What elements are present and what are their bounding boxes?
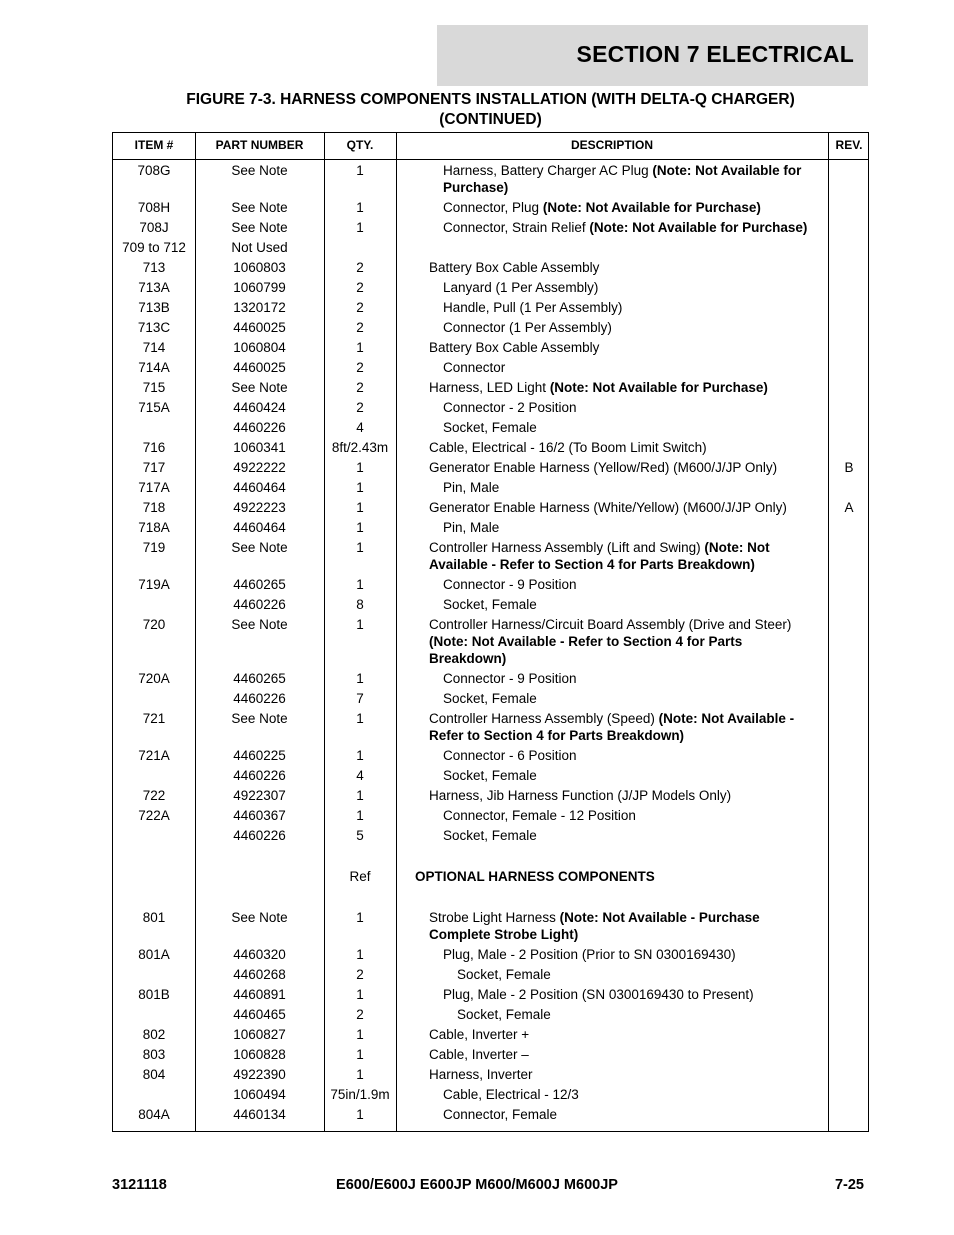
quantity: 1 <box>356 1027 364 1042</box>
description-text: Socket, Female <box>457 967 551 982</box>
table-row <box>113 1106 868 1123</box>
item-number: 713 <box>142 260 166 275</box>
table-row <box>113 359 868 376</box>
table-row <box>113 379 868 396</box>
table-row <box>113 439 868 456</box>
item-number: 721A <box>138 748 170 763</box>
part-number: 4460367 <box>233 808 286 823</box>
doc-number: 3121118 <box>112 1177 167 1193</box>
quantity: 1 <box>356 340 364 355</box>
description <box>429 1066 823 1083</box>
quantity: 2 <box>356 967 364 982</box>
header-qty: QTY. <box>346 138 374 152</box>
table-row <box>113 966 868 983</box>
description <box>429 986 837 1003</box>
part-number: 4460320 <box>233 947 286 962</box>
description-text: Connector - 9 Position <box>443 577 577 592</box>
part-number: 4460265 <box>233 671 286 686</box>
description-text: Socket, Female <box>443 691 537 706</box>
description <box>429 1046 823 1063</box>
description-text: Connector, Plug <box>443 200 543 215</box>
description-note: (Note: Not Available for Purchase) <box>443 163 802 195</box>
parts-table <box>112 132 869 1132</box>
description <box>429 747 837 764</box>
description <box>429 439 823 456</box>
description <box>415 868 809 885</box>
header-part-number: PART NUMBER <box>215 138 304 152</box>
part-number: 4460265 <box>233 577 286 592</box>
revision: A <box>844 500 854 515</box>
part-number: 4460226 <box>233 420 286 435</box>
header-rev: REV. <box>835 138 863 152</box>
table-row <box>113 710 868 744</box>
description-text: Socket, Female <box>443 597 537 612</box>
item-number: 719A <box>138 577 170 592</box>
part-number: 4460134 <box>233 1107 286 1122</box>
part-number: 4922307 <box>233 788 286 803</box>
part-number: 1060494 <box>233 1087 286 1102</box>
part-number: 4460025 <box>233 320 286 335</box>
revision: B <box>844 460 854 475</box>
part-number: 4922390 <box>233 1067 286 1082</box>
table-row <box>113 1066 868 1083</box>
item-number: 714 <box>142 340 166 355</box>
part-number: 1060827 <box>233 1027 286 1042</box>
part-number: 1060828 <box>233 1047 286 1062</box>
table-row <box>113 596 868 613</box>
description-text: Harness, Inverter <box>429 1067 533 1082</box>
description-note: (Note: Not Available - Purchase Complete Strobe Light) <box>429 910 760 942</box>
description-text: Socket, Female <box>443 828 537 843</box>
quantity: 8 <box>356 597 364 612</box>
quantity: Ref <box>349 869 371 884</box>
table-row <box>113 239 868 256</box>
model-list: E600/E600J E600JP M600/M600J M600JP <box>336 1177 618 1193</box>
description-note: (Note: Not Available - Refer to Section 4 for Parts Breakdown) <box>429 540 770 572</box>
item-number: 803 <box>142 1047 166 1062</box>
quantity: 1 <box>356 520 364 535</box>
quantity: 1 <box>356 577 364 592</box>
description-note: (Note: Not Available - Refer to Section 4 for Parts Breakdown) <box>429 711 795 743</box>
description-text: Plug, Male - 2 Position (SN 0300169430 to Present) <box>443 987 754 1002</box>
table-row <box>113 1086 868 1103</box>
description-text: Pin, Male <box>443 480 500 495</box>
table-row <box>113 986 868 1003</box>
description-text: Socket, Female <box>443 420 537 435</box>
figure-title-line-1: FIGURE 7-3. HARNESS COMPONENTS INSTALLATION (WITH DELTA-Q CHARGER) <box>186 91 795 108</box>
part-number: See Note <box>231 711 288 726</box>
table-row <box>113 787 868 804</box>
description-text: Generator Enable Harness (White/Yellow) (M600/J/JP Only) <box>429 500 787 515</box>
description-text: Lanyard (1 Per Assembly) <box>443 280 599 295</box>
part-number: 4460424 <box>233 400 286 415</box>
description-text: Connector - 6 Position <box>443 748 577 763</box>
quantity: 2 <box>356 320 364 335</box>
description <box>429 616 823 667</box>
quantity: 1 <box>356 460 364 475</box>
part-number: 1060341 <box>233 440 286 455</box>
description-text: Cable, Electrical - 12/3 <box>443 1087 579 1102</box>
description-text: Controller Harness Assembly (Speed) <box>429 711 659 726</box>
description <box>429 259 823 276</box>
item-number: 715A <box>138 400 170 415</box>
part-number: 4460268 <box>233 967 286 982</box>
header-item: ITEM # <box>134 138 174 152</box>
table-row <box>113 1026 868 1043</box>
quantity: 4 <box>356 420 364 435</box>
description-text: Strobe Light Harness <box>429 910 560 925</box>
part-number: 4922222 <box>233 460 286 475</box>
description-text: Plug, Male - 2 Position (Prior to SN 0300169430) <box>443 947 736 962</box>
item-number: 802 <box>142 1027 166 1042</box>
description <box>429 499 823 516</box>
part-number: 4460025 <box>233 360 286 375</box>
description-text: Socket, Female <box>443 768 537 783</box>
quantity: 1 <box>356 808 364 823</box>
description-text: Cable, Inverter – <box>429 1047 529 1062</box>
item-number: 708H <box>137 200 171 215</box>
item-number: 714A <box>138 360 170 375</box>
table-row <box>113 479 868 496</box>
quantity: 1 <box>356 480 364 495</box>
item-number: 708J <box>139 220 169 235</box>
description-text: Socket, Female <box>457 1007 551 1022</box>
part-number: 4460226 <box>233 828 286 843</box>
item-number: 720 <box>142 617 166 632</box>
table-row <box>113 747 868 764</box>
quantity: 1 <box>356 220 364 235</box>
description-text: Pin, Male <box>443 520 500 535</box>
quantity: 1 <box>356 200 364 215</box>
description <box>429 827 837 844</box>
description <box>429 787 823 804</box>
description <box>429 319 837 336</box>
description-text: Controller Harness Assembly (Lift and Swing) <box>429 540 705 555</box>
description <box>429 670 837 687</box>
description <box>429 339 823 356</box>
header-description: DESCRIPTION <box>570 138 653 152</box>
table-row <box>113 299 868 316</box>
description <box>429 767 837 784</box>
description <box>429 1006 851 1023</box>
quantity: 8ft/2.43m <box>331 440 389 455</box>
table-row <box>113 946 868 963</box>
description-text: Battery Box Cable Assembly <box>429 260 600 275</box>
description-note: (Note: Not Available for Purchase) <box>589 220 808 235</box>
quantity: 2 <box>356 280 364 295</box>
item-number: 718 <box>142 500 166 515</box>
item-number: 804A <box>138 1107 170 1122</box>
table-row <box>113 539 868 573</box>
quantity: 2 <box>356 380 364 395</box>
table-row <box>113 909 868 943</box>
description <box>429 946 837 963</box>
part-number: 1320172 <box>233 300 286 315</box>
description <box>429 1106 837 1123</box>
table-row <box>113 219 868 236</box>
item-number: 721 <box>142 711 166 726</box>
table-row <box>113 319 868 336</box>
table-header <box>113 133 868 160</box>
item-number: 708G <box>137 163 171 178</box>
table-row <box>113 670 868 687</box>
description-text: Cable, Electrical - 16/2 (To Boom Limit Switch) <box>429 440 707 455</box>
quantity: 1 <box>356 500 364 515</box>
description-text: Connector <box>443 360 506 375</box>
description <box>429 966 851 983</box>
part-number: See Note <box>231 617 288 632</box>
part-number: 4460225 <box>233 748 286 763</box>
item-number: 713C <box>137 320 171 335</box>
description-text: Connector (1 Per Assembly) <box>443 320 612 335</box>
description-text: Connector - 9 Position <box>443 671 577 686</box>
part-number: 4460226 <box>233 768 286 783</box>
table-row <box>113 767 868 784</box>
description <box>429 299 837 316</box>
quantity: 1 <box>356 748 364 763</box>
description-text: Battery Box Cable Assembly <box>429 340 600 355</box>
description <box>429 359 837 376</box>
part-number: See Note <box>231 220 288 235</box>
table-row <box>113 199 868 216</box>
part-number: 1060803 <box>233 260 286 275</box>
quantity: 1 <box>356 1107 364 1122</box>
description <box>429 399 837 416</box>
description <box>429 690 837 707</box>
quantity: 2 <box>356 1007 364 1022</box>
description-note: (Note: Not Available - Refer to Section 4 for Parts Breakdown) <box>429 634 743 666</box>
description <box>429 419 837 436</box>
part-number: 4460891 <box>233 987 286 1002</box>
quantity: 1 <box>356 711 364 726</box>
quantity: 2 <box>356 300 364 315</box>
quantity: 1 <box>356 987 364 1002</box>
description-text: Connector, Strain Relief <box>443 220 590 235</box>
quantity: 1 <box>356 163 364 178</box>
item-number: 715 <box>142 380 166 395</box>
part-number: 4460226 <box>233 597 286 612</box>
part-number: 4460464 <box>233 520 286 535</box>
quantity: 1 <box>356 1067 364 1082</box>
part-number: 1060804 <box>233 340 286 355</box>
table-row <box>113 616 868 667</box>
part-number: 4460464 <box>233 480 286 495</box>
quantity: 2 <box>356 400 364 415</box>
item-number: 801 <box>142 910 166 925</box>
item-number: 722 <box>142 788 166 803</box>
table-row <box>113 259 868 276</box>
quantity: 4 <box>356 768 364 783</box>
table-row <box>113 279 868 296</box>
part-number: 4922223 <box>233 500 286 515</box>
quantity: 1 <box>356 788 364 803</box>
description-text: Harness, LED Light <box>429 380 550 395</box>
description <box>429 710 823 744</box>
description <box>429 479 837 496</box>
part-number: 1060799 <box>233 280 286 295</box>
quantity: 2 <box>356 360 364 375</box>
table-row <box>113 339 868 356</box>
description <box>429 576 837 593</box>
description-text: Harness, Battery Charger AC Plug <box>443 163 653 178</box>
item-number: 722A <box>138 808 170 823</box>
table-row <box>113 690 868 707</box>
item-number: 717 <box>142 460 166 475</box>
quantity: 1 <box>356 617 364 632</box>
part-number: See Note <box>231 540 288 555</box>
description <box>429 539 823 573</box>
item-number: 709 to 712 <box>122 240 186 255</box>
quantity: 1 <box>356 540 364 555</box>
quantity: 1 <box>356 671 364 686</box>
part-number: 4460226 <box>233 691 286 706</box>
quantity: 1 <box>356 1047 364 1062</box>
description <box>429 219 837 236</box>
page-number: 7-25 <box>834 1177 864 1193</box>
part-number: See Note <box>231 200 288 215</box>
description <box>429 279 837 296</box>
quantity: 75in/1.9m <box>330 1087 390 1102</box>
table-row <box>113 519 868 536</box>
part-number: 4460465 <box>233 1007 286 1022</box>
figure-title-line-2: (CONTINUED) <box>439 111 542 128</box>
table-row <box>113 419 868 436</box>
description <box>429 1086 837 1103</box>
item-number: 717A <box>138 480 170 495</box>
table-row <box>113 162 868 196</box>
description-note: (Note: Not Available for Purchase) <box>549 380 768 395</box>
table-row <box>113 827 868 844</box>
quantity: 2 <box>356 260 364 275</box>
section-banner <box>437 25 868 86</box>
item-number: 720A <box>138 671 170 686</box>
description-text: Connector - 2 Position <box>443 400 577 415</box>
quantity: 1 <box>356 910 364 925</box>
description <box>429 459 823 476</box>
part-number: See Note <box>231 380 288 395</box>
table-row <box>113 868 868 885</box>
section-title: SECTION 7 ELECTRICAL <box>576 41 854 67</box>
description <box>429 379 823 396</box>
table-row <box>113 499 868 516</box>
item-number: 716 <box>142 440 166 455</box>
table-row <box>113 1006 868 1023</box>
description <box>429 807 837 824</box>
item-number: 801A <box>138 947 170 962</box>
part-number: See Note <box>231 910 288 925</box>
description-note: (Note: Not Available for Purchase) <box>542 200 761 215</box>
table-row <box>113 399 868 416</box>
quantity: 5 <box>356 828 364 843</box>
description-text: Harness, Jib Harness Function (J/JP Models Only) <box>429 788 732 803</box>
item-number: 713B <box>138 300 170 315</box>
description-text: Controller Harness/Circuit Board Assembly (Drive and Steer) <box>429 617 792 632</box>
table-row <box>113 1046 868 1063</box>
description <box>429 519 837 536</box>
part-number: Not Used <box>231 240 288 255</box>
description-note: OPTIONAL HARNESS COMPONENTS <box>415 869 655 884</box>
description <box>429 1026 823 1043</box>
description-text: Handle, Pull (1 Per Assembly) <box>443 300 623 315</box>
description <box>429 596 837 613</box>
item-number: 718A <box>138 520 170 535</box>
description-text: Connector, Female <box>443 1107 558 1122</box>
description-text: Cable, Inverter + <box>429 1027 530 1042</box>
description <box>429 199 837 216</box>
table-row <box>113 459 868 476</box>
table-row <box>113 576 868 593</box>
part-number: See Note <box>231 163 288 178</box>
description <box>429 909 823 943</box>
description-text: Connector, Female - 12 Position <box>443 808 636 823</box>
table-body <box>113 160 868 1123</box>
table-row <box>113 807 868 824</box>
item-number: 719 <box>142 540 166 555</box>
description <box>429 162 837 196</box>
description-text: Generator Enable Harness (Yellow/Red) (M600/J/JP Only) <box>429 460 778 475</box>
item-number: 713A <box>138 280 170 295</box>
description <box>429 239 823 256</box>
item-number: 801B <box>138 987 170 1002</box>
quantity: 7 <box>356 691 364 706</box>
figure-title <box>112 90 869 130</box>
quantity: 1 <box>356 947 364 962</box>
item-number: 804 <box>142 1067 166 1082</box>
